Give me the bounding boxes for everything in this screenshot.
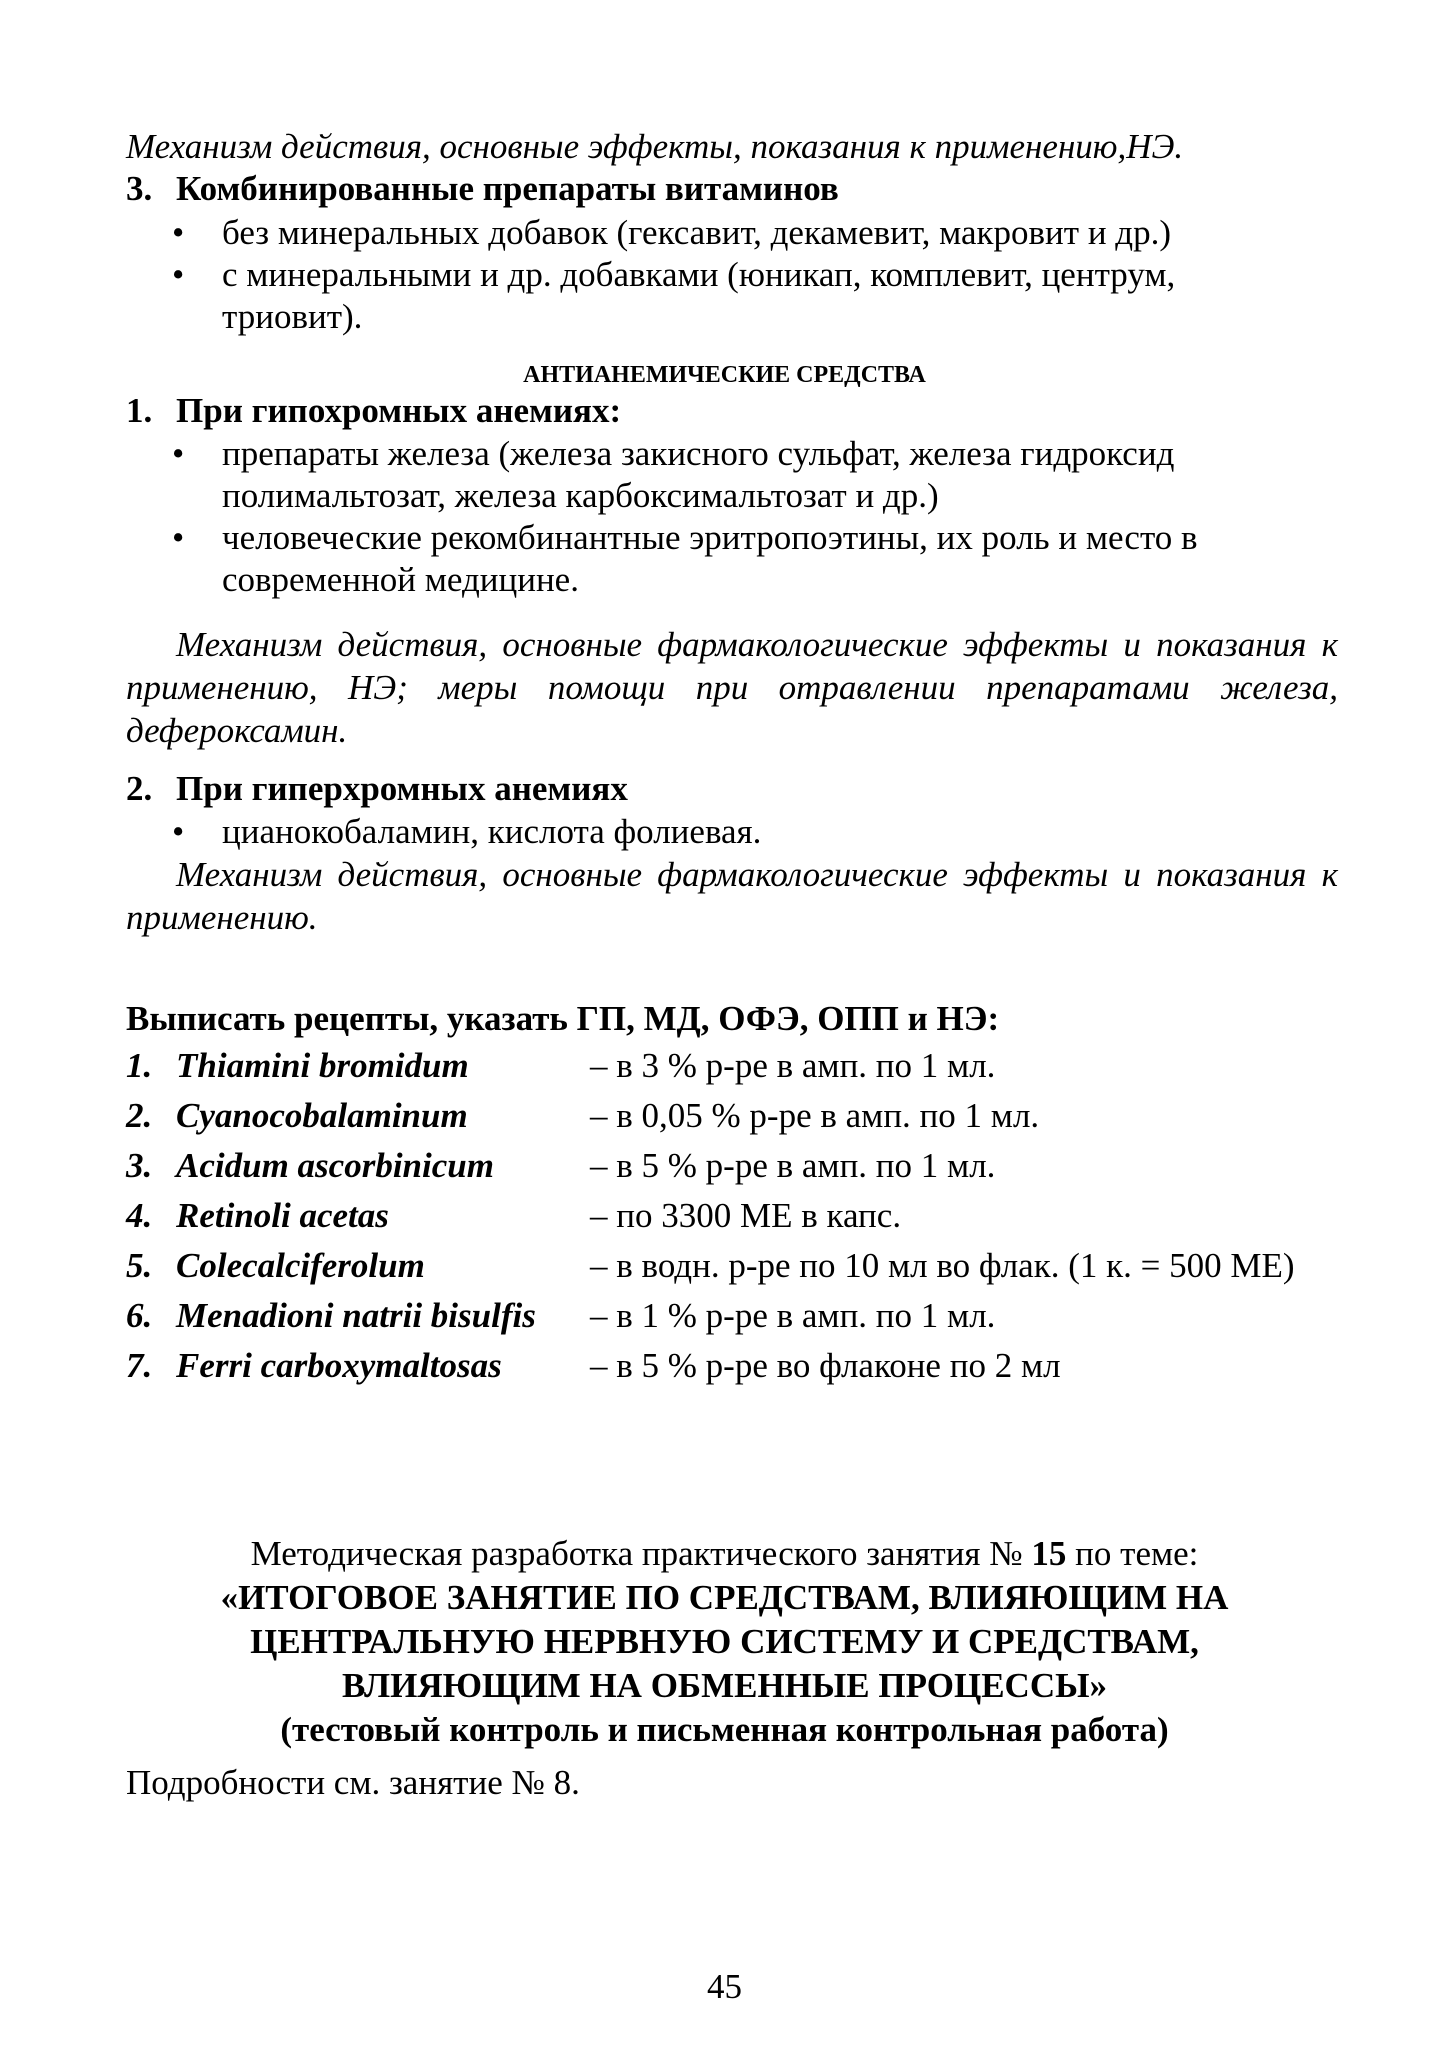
bullet-icon: • bbox=[172, 213, 185, 252]
bullet-icon: • bbox=[172, 434, 185, 473]
hyper-bullet bbox=[172, 811, 761, 853]
bullet-icon: • bbox=[172, 812, 185, 851]
rx-number: 3. bbox=[126, 1146, 153, 1185]
rx-drug-name: Cyanocobalaminum bbox=[176, 1096, 468, 1135]
page-number: 45 bbox=[707, 1967, 742, 2006]
rx-drug-name: Colecalciferolum bbox=[176, 1246, 425, 1285]
hyper-number: 2. bbox=[126, 769, 153, 808]
rx-dosage-form: – в 5 % р-ре в амп. по 1 мл. bbox=[590, 1146, 996, 1185]
rx-number: 2. bbox=[126, 1096, 153, 1135]
section3-bullet-2 bbox=[172, 254, 1175, 296]
rx-number: 5. bbox=[126, 1246, 153, 1285]
section3-title: Комбинированные препараты витаминов bbox=[176, 169, 839, 208]
rx-drug-name: Thiamini bromidum bbox=[176, 1046, 469, 1085]
rx-number: 1. bbox=[126, 1046, 153, 1085]
section3-bullet-2-cont: триовит). bbox=[222, 297, 363, 336]
antianemic-heading: АНТИАНЕМИЧЕСКИЕ СРЕДСТВА bbox=[523, 362, 926, 388]
rx-drug-name: Acidum ascorbinicum bbox=[176, 1146, 494, 1185]
section3-heading bbox=[126, 168, 839, 210]
hypo-bullet-2-cont: современной медицине. bbox=[222, 560, 579, 599]
rx-dosage-form: – в 0,05 % р-ре в амп. по 1 мл. bbox=[590, 1096, 1040, 1135]
intro-mechanism-line: Механизм действия, основные эффекты, показания к применению,НЭ. bbox=[126, 127, 1184, 166]
rx-number: 4. bbox=[126, 1196, 153, 1235]
hypo-number: 1. bbox=[126, 391, 153, 430]
rx-drug-name: Menadioni natrii bisulfis bbox=[176, 1296, 536, 1335]
rx-number: 6. bbox=[126, 1296, 153, 1335]
lesson-intro-suffix: по теме: bbox=[1066, 1534, 1199, 1573]
bullet-icon: • bbox=[172, 255, 185, 294]
lesson-details: Подробности см. занятие № 8. bbox=[126, 1763, 580, 1802]
rx-dosage-form: – в 1 % р-ре в амп. по 1 мл. bbox=[590, 1296, 996, 1335]
hyper-title: При гиперхромных анемиях bbox=[176, 769, 628, 808]
hypo-mechanism-paragraph: Механизм действия, основные фармакологические эффекты и показания к применению, НЭ; меры помощи при отравлении препаратами железа, дефероксамин. bbox=[126, 625, 1338, 750]
lesson-title-line-1: «ИТОГОВОЕ ЗАНЯТИЕ ПО СРЕДСТВАМ, ВЛИЯЮЩИМ НА bbox=[220, 1578, 1229, 1617]
hypo-heading bbox=[126, 390, 621, 432]
hyper-bullet-text: цианокобаламин, кислота фолиевая. bbox=[222, 812, 762, 851]
hypo-bullet-1 bbox=[172, 433, 1174, 475]
hypo-bullet-2-text: человеческие рекомбинантные эритропоэтины, их роль и место в bbox=[222, 518, 1198, 557]
section3-bullet-1-text: без минеральных добавок (гексавит, декамевит, макровит и др.) bbox=[222, 213, 1172, 252]
section3-bullet-2-text: с минеральными и др. добавками (юникап, комплевит, центрум, bbox=[222, 255, 1176, 294]
hypo-bullet-2 bbox=[172, 517, 1198, 559]
lesson-subtitle: (тестовый контроль и письменная контрольная работа) bbox=[280, 1710, 1169, 1749]
lesson-intro bbox=[0, 1533, 1449, 1575]
lesson-intro-text: Методическая разработка практического занятия № bbox=[250, 1534, 1032, 1573]
hypo-bullet-1-cont: полимальтозат, железа карбоксимальтозат и др.) bbox=[222, 476, 939, 515]
rx-number: 7. bbox=[126, 1346, 153, 1385]
rx-heading: Выписать рецепты, указать ГП, МД, ОФЭ, ОПП и НЭ: bbox=[126, 999, 1000, 1038]
rx-dosage-form: – по 3300 МЕ в капс. bbox=[590, 1196, 902, 1235]
hypo-title: При гипохромных анемиях: bbox=[176, 391, 622, 430]
rx-dosage-form: – в водн. р-ре по 10 мл во флак. (1 к. = 500 МЕ) bbox=[590, 1246, 1295, 1285]
rx-dosage-form: – в 5 % р-ре во флаконе по 2 мл bbox=[590, 1346, 1061, 1385]
rx-dosage-form: – в 3 % р-ре в амп. по 1 мл. bbox=[590, 1046, 996, 1085]
hypo-bullet-1-text: препараты железа (железа закисного сульфат, железа гидроксид bbox=[222, 434, 1175, 473]
rx-drug-name: Ferri carboxymaltosas bbox=[176, 1346, 502, 1385]
hyper-heading bbox=[126, 768, 628, 810]
lesson-number: 15 bbox=[1031, 1534, 1067, 1573]
bullet-icon: • bbox=[172, 518, 185, 557]
lesson-title-line-3: ВЛИЯЮЩИМ НА ОБМЕННЫЕ ПРОЦЕССЫ» bbox=[342, 1666, 1107, 1705]
hyper-mechanism-paragraph: Механизм действия, основные фармакологические эффекты и показания к применению. bbox=[126, 855, 1338, 937]
section3-bullet-1 bbox=[172, 212, 1171, 254]
lesson-title-line-2: ЦЕНТРАЛЬНУЮ НЕРВНУЮ СИСТЕМУ И СРЕДСТВАМ, bbox=[250, 1622, 1199, 1661]
section3-number: 3. bbox=[126, 169, 153, 208]
rx-drug-name: Retinoli acetas bbox=[176, 1196, 389, 1235]
